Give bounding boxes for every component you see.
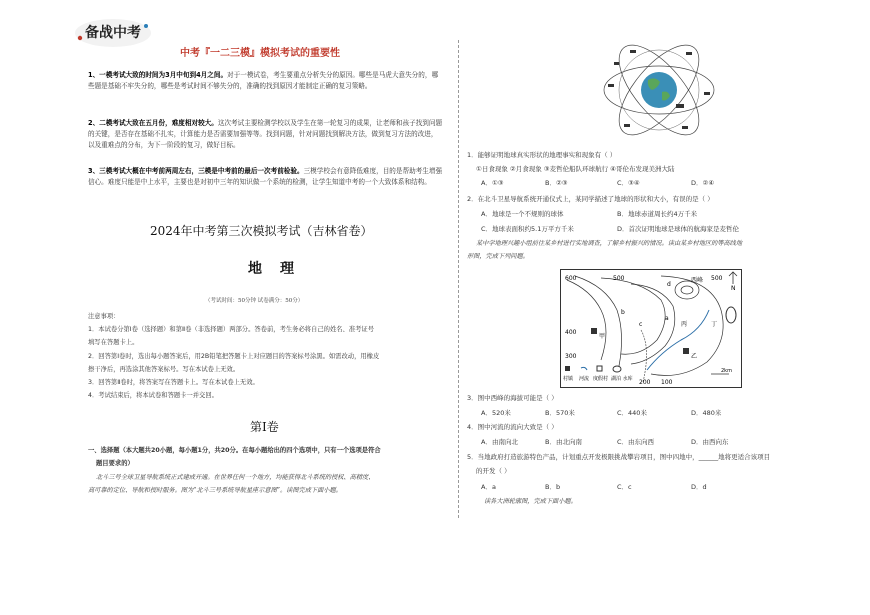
q1-option-a[interactable]: A．①③ xyxy=(481,179,504,187)
volume-heading: 第Ⅰ卷 xyxy=(250,420,279,434)
note-line: 2．回答第Ⅰ卷时，选出每小题答案后，用2B铅笔把答题卡上对应题目的答案标号涂黑。如需改动，用橡皮 xyxy=(88,353,380,360)
scale-label: 2km xyxy=(721,368,732,374)
place-label: b xyxy=(621,309,625,316)
place-label: 乙 xyxy=(691,353,698,360)
intro-text: 北斗三号全球卫星导航系统正式建成开通。在世界任何一个地方，均能获得北斗系统的授权、高精度、 xyxy=(96,474,375,481)
q1-option-c[interactable]: C．③④ xyxy=(617,179,640,187)
contour-label: 500 xyxy=(613,275,625,282)
question-1: 1．能够证明地球真实形状的地理事实和现象有（ ） xyxy=(467,151,617,159)
q5-option-b[interactable]: B．b xyxy=(545,483,561,491)
promo-paragraph-2: 2、二模考试大致在五月份，难度相对较大。这次考试主要检测学校以及学生在第一轮复习的成果，让老师和孩子找到问题的关键，是否存在基础不扎实，计算能力是否需要加强等等。找到问题，针对问题找到解决方法，做到复习方法的改进，以及重难点的分布，为下一阶段的复习，做好目标。 xyxy=(88,119,443,149)
place-label: 丁 xyxy=(711,321,718,328)
note-line: 3．回答第Ⅱ卷时，将答案写在答题卡上。写在本试卷上无效。 xyxy=(88,379,259,386)
contour-label: 300 xyxy=(565,353,577,360)
intro2-text: 形图，完成下列问题。 xyxy=(467,253,529,260)
intro-text: 高可靠的定位、导航和授时服务。图为“北斗三号系统导航星座示意图”。读图完成下面小题。 xyxy=(88,487,342,494)
question-2: 2．在北斗卫星导航系统开通仪式上，某同学描述了地球的形状和大小，有误的是（ ） xyxy=(467,195,714,203)
question-3: 3．图中西峰的海拔可能是（ ） xyxy=(467,394,558,402)
contour-label: 100 xyxy=(661,379,673,386)
note-line: 4．考试结束后，将本试卷和答题卡一并交回。 xyxy=(88,392,218,399)
place-label: 丙 xyxy=(681,321,688,328)
q4-option-b[interactable]: B．由北向南 xyxy=(545,438,582,446)
q5-option-c[interactable]: C．c xyxy=(617,483,632,491)
exam-title: 2024年中考第三次模拟考试（吉林省卷） xyxy=(150,224,373,238)
q2-option-c[interactable]: C．地球表面积约5.1万平方千米 xyxy=(481,225,574,233)
q4-option-c[interactable]: C．由东向西 xyxy=(617,438,655,446)
note-line: 1．本试卷分第Ⅰ卷（选择题）和第Ⅱ卷（非选择题）两部分。答卷前，考生务必将自己的姓名、准考证号 xyxy=(88,326,375,333)
q5-option-a[interactable]: A．a xyxy=(481,483,496,491)
question-5: 5．当地政府打造旅游特色产品，计划重点开发极限挑战攀岩项目，图中四地中，______地将更适合该项目 xyxy=(467,453,771,461)
q2-option-b[interactable]: B．地球赤道周长约4万千米 xyxy=(617,210,698,218)
contour-map xyxy=(560,269,742,388)
q1-option-d[interactable]: D．②④ xyxy=(691,179,715,187)
notes-title: 注意事项： xyxy=(88,313,120,320)
q2-option-a[interactable]: A．地球是一个不规则的球体 xyxy=(481,210,564,218)
satellite-constellation-figure xyxy=(600,40,718,140)
exam-subject: 地理 xyxy=(248,261,312,277)
q3-option-c[interactable]: C．440米 xyxy=(617,409,647,417)
q3-option-a[interactable]: A．520米 xyxy=(481,409,511,417)
place-label: 甲 xyxy=(599,333,606,340)
legend-label: 河流 xyxy=(579,376,590,382)
note-line: 填写在答题卡上。 xyxy=(88,339,139,346)
exam-meta: （考试时间：50分钟 试卷满分：50分） xyxy=(205,298,304,304)
note-line: 擦干净后，再选涂其他答案标号。写在本试卷上无效。 xyxy=(88,366,240,373)
intro2-text: 某中学地理兴趣小组前往某乡村进行实地调查，了解乡村振兴的情况。读由某乡村地区的等高线地 xyxy=(476,240,743,247)
question-4: 4．图中河流的流向大致是（ ） xyxy=(467,423,558,431)
q4-option-a[interactable]: A．由南向北 xyxy=(481,438,518,446)
q3-option-b[interactable]: B．570米 xyxy=(545,409,575,417)
svg-text:备战中考: 备战中考 xyxy=(85,25,141,41)
intro3-text: 读各大洲轮廓图，完成下面小题。 xyxy=(484,498,577,505)
q4-option-d[interactable]: D．由西向东 xyxy=(691,438,729,446)
section-heading-cont: 题目要求的） xyxy=(96,460,134,467)
section-heading: 一、选择题（本大题共20小题，每小题1分，共20分。在每小题给出的四个选项中，只有一个选项是符合 xyxy=(88,447,381,454)
q2-option-d[interactable]: D．首次证明地球是球体的航海家是麦哲伦 xyxy=(617,225,740,233)
north-arrow-label: N xyxy=(731,285,736,292)
legend-label: 村镇 xyxy=(563,376,574,382)
column-divider xyxy=(458,40,459,518)
place-label: d xyxy=(667,281,671,288)
q5-option-d[interactable]: D．d xyxy=(691,483,707,491)
legend-label: 湖泊 水库 xyxy=(611,376,633,382)
place-label: a xyxy=(665,315,669,322)
contour-label: 400 xyxy=(565,329,577,336)
q1-option-b[interactable]: B．②③ xyxy=(545,179,568,187)
peak-label: 西峰 xyxy=(691,277,704,284)
promo-paragraph-3: 3、三模考试大概在中考前两周左右，三模是中考前的最后一次考前检验。三模学校会有意降低难度，目的是帮助考生增强信心。难度只能是中上水平，主要也是对初中三年的知识做一个系统的检测，让学生知道中考的一个大致体系和结构。 xyxy=(88,167,443,186)
question-1-items: ①日食现象 ②月食现象 ③麦哲伦船队环球航行 ④哥伦布发现美洲大陆 xyxy=(476,165,675,173)
brand-logo xyxy=(72,16,154,50)
contour-label: 600 xyxy=(565,275,577,282)
question-5-cont: 的开发（ ） xyxy=(476,467,511,475)
contour-label: 200 xyxy=(639,379,651,386)
q3-option-d[interactable]: D．480米 xyxy=(691,409,722,417)
promo-paragraph-1: 1、一模考试大致的时间为3月中旬到4月之间。对于一模试卷，考生要重点分析失分的原因。哪些是马虎大意失分的，哪些题是基础不牢失分的，哪些是考试时间不够失分的，准确的找到原因才能制定正确的复习策略。 xyxy=(88,71,439,90)
place-label: c xyxy=(639,321,643,328)
contour-label: 500 xyxy=(711,275,723,282)
promo-title: 中考『一二三模』模拟考试的重要性 xyxy=(180,48,340,59)
legend-label: 度假村 xyxy=(593,376,609,382)
